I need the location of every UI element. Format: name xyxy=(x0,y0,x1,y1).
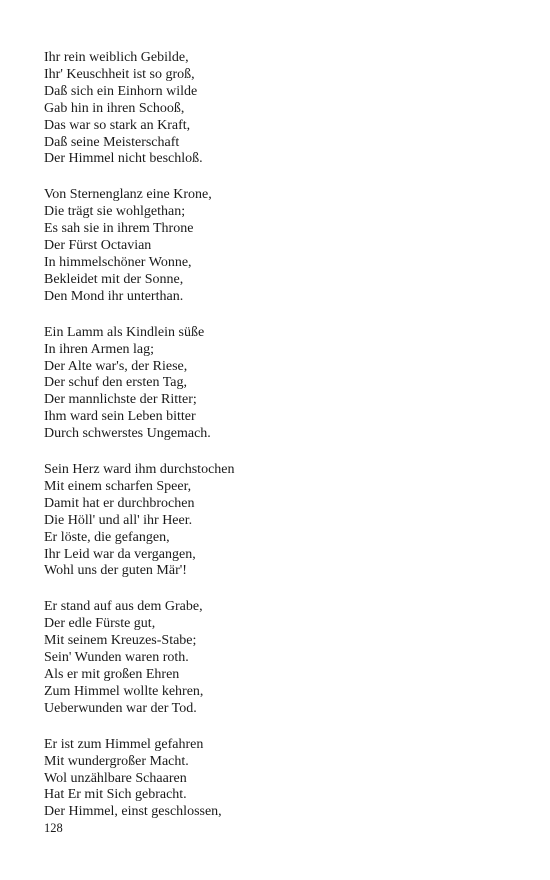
verse-line: Das war so stark an Kraft, xyxy=(44,117,191,133)
verse-line: Daß seine Meisterschaft xyxy=(44,134,180,150)
verse-line: Ueberwunden war der Tod. xyxy=(44,700,197,716)
stanza xyxy=(44,737,514,822)
verse-line: In himmelschöner Wonne, xyxy=(44,254,192,270)
stanza xyxy=(44,187,514,305)
verse-line: Als er mit großen Ehren xyxy=(44,667,180,682)
verse-line: Der edle Fürste gut, xyxy=(44,616,156,632)
verse-line: Es sah sie in ihrem Throne xyxy=(44,221,194,237)
verse-line: Damit hat er durchbrochen xyxy=(44,495,195,511)
verse-line: Er löste, die gefangen, xyxy=(44,529,170,545)
verse-line: Ihr' Keuschheit ist so groß, xyxy=(44,66,195,82)
stanza xyxy=(44,462,514,580)
verse-line: Durch schwerstes Ungemach. xyxy=(44,426,211,442)
verse-line: Den Mond ihr unterthan. xyxy=(44,288,184,304)
verse-line: Er ist zum Himmel gefahren xyxy=(44,736,204,752)
verse-line: Der Alte war's, der Riese, xyxy=(44,358,188,374)
verse-line: Zum Himmel wollte kehren, xyxy=(44,683,204,699)
verse-line: Ihr rein weiblich Gebilde, xyxy=(44,50,189,65)
verse-line: Ihm ward sein Leben bitter xyxy=(44,409,196,425)
verse-line: Ein Lamm als Kindlein süße xyxy=(44,324,205,340)
verse-line: Er stand auf aus dem Grabe, xyxy=(44,599,203,615)
stanza xyxy=(44,325,514,443)
verse-line: Hat Er mit Sich gebracht. xyxy=(44,787,187,803)
verse-line: Daß sich ein Einhorn wilde xyxy=(44,83,198,99)
verse-line: Die Höll' und all' ihr Heer. xyxy=(44,512,193,528)
verse-line: Mit wundergroßer Macht. xyxy=(44,753,189,769)
verse-line: Sein' Wunden waren roth. xyxy=(44,650,189,666)
verse-line: Ihr Leid war da vergangen, xyxy=(44,546,196,562)
poem xyxy=(44,50,514,840)
verse-line: Sein Herz ward ihm durchstochen xyxy=(44,462,235,478)
verse-line: Mit seinem Kreuzes-Stabe; xyxy=(44,633,197,649)
verse-line: Wol unzählbare Schaaren xyxy=(44,770,187,786)
verse-line: Mit einem scharfen Speer, xyxy=(44,478,192,494)
page-number: 128 xyxy=(44,821,63,835)
verse-line: In ihren Armen lag; xyxy=(44,341,155,357)
verse-line: Der Himmel, einst geschlossen, xyxy=(44,804,222,820)
verse-line: Wohl uns der guten Mär'! xyxy=(44,563,187,579)
verse-line: Der Himmel nicht beschloß. xyxy=(44,151,203,167)
verse-line: Der Fürst Octavian xyxy=(44,238,152,254)
verse-line: Der mannlichste der Ritter; xyxy=(44,392,197,408)
verse-line: Gab hin in ihren Schooß, xyxy=(44,100,185,116)
verse-line: Der schuf den ersten Tag, xyxy=(44,375,187,391)
stanza xyxy=(44,50,514,168)
verse-line: Von Sternenglanz eine Krone, xyxy=(44,187,212,203)
verse-line: Bekleidet mit der Sonne, xyxy=(44,271,184,287)
stanza xyxy=(44,599,514,717)
verse-line: Die trägt sie wohlgethan; xyxy=(44,204,186,220)
